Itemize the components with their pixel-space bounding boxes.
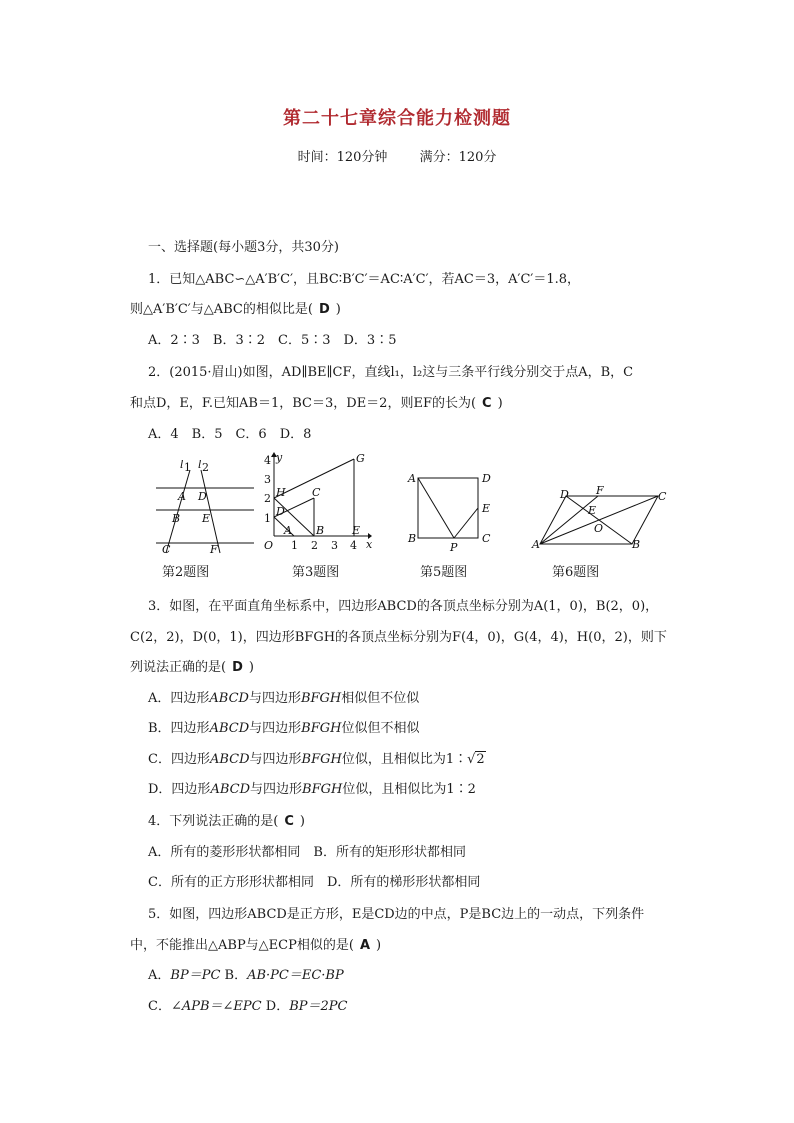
q3-c-mid: 与四边形 [249,752,302,767]
q5-options-line1 [148,966,344,986]
q1-close-paren: ) [335,302,341,317]
q1-answer: D [318,302,330,317]
q5-opt-a-letter: A． [148,968,171,983]
q5-opt-d-letter: D． [265,999,290,1014]
q3-stem-line2: C(2，2)，D(0，1)，四边形BFGH的各顶点坐标分别为F(4，0)，G(4，4)，H(0，2)，则下 [130,630,667,645]
fig2-label-f: F [210,543,218,555]
q5-close-paren: ) [376,938,382,953]
fig5-label-a: A [408,472,416,485]
fig2-label-a: A [178,490,186,503]
time-limit: 时间：120分钟 [297,150,388,165]
q2-answer: C [482,396,492,411]
fig3-tick-x1: 1 [291,539,298,552]
fig2-label-l2-sub: 2 [202,461,209,474]
figure-6-caption: 第6题图 [552,565,600,580]
q3-d-post: 位似，且相似比为1∶2 [342,782,476,797]
q3-a-q1: ABCD [209,691,249,706]
figure-2 [156,460,256,555]
fig3-tick-y1: 1 [264,512,271,525]
section-heading: 一、选择题(每小题3分，共30分) [148,240,339,255]
q3-a-mid: 与四边形 [248,691,301,706]
q2-stem-line2 [130,394,503,414]
q3-d-q2: BFGH [302,782,343,797]
q3-b-q2: BFGH [301,721,342,736]
fig5-label-p: P [450,541,458,552]
fig2-label-e: E [202,512,211,525]
q3-b-q1: ABCD [209,721,250,736]
q4-options-line1: A．所有的菱形形状都相同 B．所有的矩形形状都相同 [148,845,466,860]
fig3-label-x: x [366,538,373,551]
q3-stem-line1: 3．如图，在平面直角坐标系中，四边形ABCD的各顶点坐标分别为A(1，0)，B(2，0)， [148,599,659,614]
fig3-label-h: H [276,486,286,499]
figure-3 [262,452,374,556]
fig3-label-c: C [312,486,321,499]
sqrt-radicand: 2 [476,752,485,767]
fig3-label-a: A [284,524,292,537]
fig6-label-e: E [588,504,597,517]
q5-stem-text: 中，不能推出△ABP与△ECP相似的是( [130,938,354,953]
fig6-label-o: O [594,522,604,535]
figure-2-caption: 第2题图 [162,565,210,580]
q3-b-mid: 与四边形 [249,721,302,736]
q3-option-a [148,689,419,709]
fig2-label-l1-sub: 1 [184,461,191,474]
fig5-label-d: D [482,472,491,485]
sqrt-symbol: √2 [467,752,485,767]
q2-options: A．4 B．5 C．6 D．8 [148,427,312,442]
q5-options-line2 [148,997,347,1017]
q3-d-mid: 与四边形 [250,782,303,797]
fig5-square [418,478,478,538]
q3-a-post: 相似但不位似 [341,691,420,706]
figure-3-caption: 第3题图 [292,565,340,580]
fig6-label-c: C [658,490,667,503]
q1-stem-line1: 1．已知△ABC∽△A′B′C′，且BC∶B′C′＝AC∶A′C′，若AC＝3，A′C′＝1.8， [148,272,581,287]
fig3-label-g: G [356,452,365,465]
q3-d-pre: D．四边形 [148,782,211,797]
q3-option-b [148,719,419,739]
fig6-label-a: A [532,538,540,550]
q3-c-pre: C．四边形 [148,752,210,767]
q4-options-line2: C．所有的正方形形状都相同 D．所有的梯形形状都相同 [148,875,481,890]
fig2-label-l1: l [180,460,184,471]
q3-b-pre: B．四边形 [148,721,210,736]
q2-close-paren: ) [497,396,503,411]
q3-b-post: 位似但不相似 [341,721,420,736]
fig5-label-e: E [482,502,491,515]
full-score: 满分：120分 [419,150,497,165]
q3-a-pre: A．四边形 [148,691,210,706]
fig3-label-o: O [264,539,274,552]
q3-option-d [148,780,476,800]
q2-stem-line1: 2．(2015·眉山)如图，AD∥BE∥CF，直线l₁，l₂这与三条平行线分别交于点A，B，C [148,365,634,380]
fig3-tick-x2: 2 [311,539,318,552]
fig2-label-d: D [198,490,207,503]
fig3-label-b: B [316,524,325,537]
fig3-tick-y2: 2 [264,492,271,505]
q2-stem-text: 和点D，E，F.已知AB＝1，BC＝3，DE＝2，则EF的长为( [130,396,477,411]
q5-opt-b-letter: B． [224,968,248,983]
fig5-line-ap [418,478,454,538]
q4-stem-text: 4．下列说法正确的是( [148,814,279,829]
fig3-tick-y3: 3 [264,473,271,486]
q4-close-paren: ) [299,814,305,829]
q3-close-paren: ) [248,660,254,675]
q5-opt-b-value: AB·PC＝EC·BP [247,968,344,983]
fig6-diag-db [566,496,632,544]
q5-opt-c-value: ∠APB＝∠EPC [170,999,262,1014]
fig5-label-b: B [408,532,417,545]
figure-6 [528,484,672,550]
fig5-label-c: C [482,532,491,545]
q4-answer: C [284,814,294,829]
page-title: 第二十七章综合能力检测题 [283,108,511,129]
exam-meta [0,146,794,165]
q5-opt-c-letter: C． [148,999,171,1014]
q1-stem-text: 则△A′B′C′与△ABC的相似比是( [130,302,313,317]
figure-5 [402,466,498,552]
q3-d-q1: ABCD [210,782,250,797]
figure-5-caption: 第5题图 [420,565,468,580]
q3-c-q2: BFGH [301,752,342,767]
fig3-label-y: y [276,452,283,464]
fig2-label-b: B [172,512,181,525]
q4-stem [148,812,305,832]
fig6-label-b: B [632,538,641,550]
q5-opt-d-value: BP＝2PC [289,999,348,1014]
q1-options: A．2∶3 B．3∶2 C．5∶3 D．3∶5 [148,333,397,348]
fig2-label-l2: l [198,460,202,471]
q3-c-q1: ABCD [209,752,250,767]
q3-a-q2: BFGH [300,691,342,706]
fig6-label-d: D [560,488,569,501]
q3-option-c [148,750,486,770]
fig3-tick-y4: 4 [264,454,271,467]
fig2-label-c: C [162,543,171,555]
q3-stem-text: 列说法正确的是( [130,660,227,675]
q3-c-post: 位似，且相似比为1∶ [341,752,468,767]
q3-stem-line3 [130,658,254,678]
q5-answer: A [359,938,371,953]
q5-stem-line1: 5．如图，四边形ABCD是正方形，E是CD边的中点，P是BC边上的一动点，下列条件 [148,907,645,922]
fig5-line-pe [454,508,478,538]
fig6-label-f: F [596,484,604,497]
q5-stem-line2 [130,936,381,956]
q3-answer: D [232,660,243,675]
fig3-tick-x3: 3 [331,539,338,552]
q5-opt-a-value: BP＝PC [170,968,221,983]
q1-stem-line2 [130,300,341,320]
fig3-tick-x4: 4 [350,539,357,552]
fig3-label-d: D [276,505,285,518]
fig3-label-e: E [352,524,361,537]
